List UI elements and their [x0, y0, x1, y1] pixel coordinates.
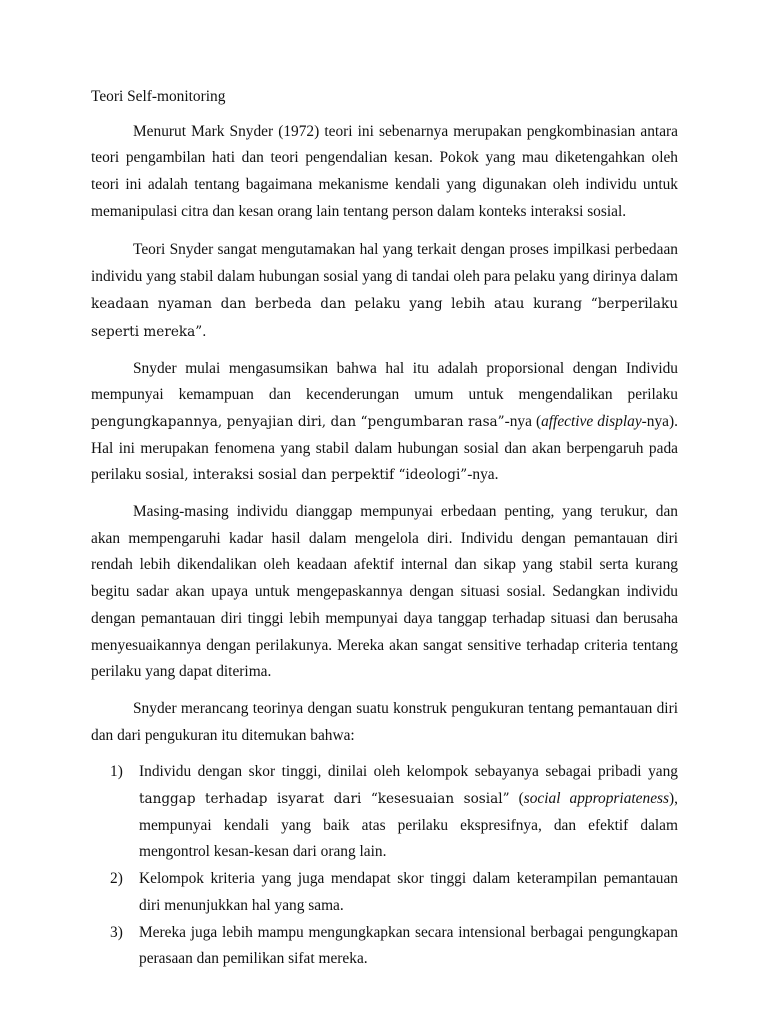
paragraph-2-alt-font-text: keadaan nyaman dan berbeda dan pelaku yang lebih atau kurang “berperilaku seperti mereka”.: [91, 295, 678, 340]
paragraph-1: Menurut Mark Snyder (1972) teori ini sebenarnya merupakan pengkombinasian antara teori pengambilan hati dan teori pengendalian kesan. Pokok yang mau diketengahkan oleh teori ini adalah tentang bagaimana mekanisme kendali yang digunakan oleh individu untuk memanipulasi citra dan kesan orang lain tentang person dalam konteks interaksi sosial.: [91, 122, 678, 220]
list-item-number: 2): [110, 870, 123, 888]
list-item-text-a: Individu dengan skor tinggi, dinilai oleh kelompok sebayanya sebagai pribadi yang: [139, 763, 678, 781]
document-title: Teori Self-monitoring: [91, 88, 226, 105]
paragraph-3-text-d: -nya). Hal ini merupakan fenomena yang stabil dalam hubungan sosial dan akan berpengaruh pada perilaku: [91, 412, 678, 484]
paragraph-5: Snyder merancang teorinya dengan suatu konstruk pengukuran tentang pemantauan diri dan dari pengukuran itu ditemukan bahwa:: [91, 699, 678, 744]
paragraph-3-text-c: -nya (: [504, 412, 542, 430]
list-item: [91, 866, 678, 919]
list-item-text-d: ), mempunyai kendali yang baik atas perilaku ekspresifnya, dan efektif dalam mengontrol kesan-kesan dari orang lain.: [139, 790, 678, 861]
paragraph-3-italic-term: affective display: [541, 412, 642, 430]
list-item: [91, 759, 678, 866]
list-item-italic-term: social appropriateness: [523, 790, 669, 808]
list-item-number: 1): [110, 763, 123, 781]
list-item-alt-font-text-b: tanggap terhadap isyarat dari “kesesuaian sosial”: [139, 791, 510, 808]
findings-list: [91, 759, 678, 973]
paragraph-2-text: Teori Snyder sangat mengutamakan hal yang terkait dengan proses impilkasi perbedaan individu yang stabil dalam hubungan sosial yang di tandai oleh para pelaku yang dirinya dalam: [91, 240, 678, 285]
list-item: [91, 920, 678, 973]
paragraph-4: Masing-masing individu dianggap mempunyai erbedaan penting, yang terukur, dan akan mempengaruhi kadar hasil dalam mengelola diri. Individu dengan pemantauan diri rendah lebih dikendalikan oleh keadaan afektif internal dan sikap yang stabil serta kurang begitu sadar akan upaya untuk mengepaskannya dengan situasi sosial. Sedangkan individu dengan pemantauan diri tinggi lebih mempunyai daya tanggap terhadap situasi dan berusaha menyesuaikannya dengan perilakunya. Mereka akan sangat sensitive terhadap criteria tentang perilaku yang dapat diterima.: [91, 503, 678, 681]
paragraph-3-alt-font-text-b: pengungkapannya, penyajian diri, dan “pengumbaran rasa”: [91, 413, 505, 430]
paragraph-3-text-a: Snyder mulai mengasumsikan bahwa hal itu adalah proporsional dengan Individu mempunyai kemampuan dan kecenderungan umum untuk mengendalikan perilaku: [91, 359, 678, 404]
list-item-text: Kelompok kriteria yang juga mendapat skor tinggi dalam keterampilan pemantauan diri menunjukkan hal yang sama.: [139, 870, 678, 914]
list-item-text: Mereka juga lebih mampu mengungkapkan secara intensional berbagai pengungkapan perasaan dan pemilikan sifat mereka.: [139, 923, 678, 968]
paragraph-3: [91, 356, 678, 490]
document-page: [91, 84, 678, 973]
paragraph-3-alt-font-text-e: sosial, interaksi sosial dan perpektif “ideologi”: [145, 467, 468, 484]
list-item-number: 3): [110, 923, 123, 941]
paragraph-2: [91, 236, 678, 346]
paragraph-3-text-f: -nya.: [467, 466, 499, 484]
list-item-text-c: (: [509, 790, 524, 808]
